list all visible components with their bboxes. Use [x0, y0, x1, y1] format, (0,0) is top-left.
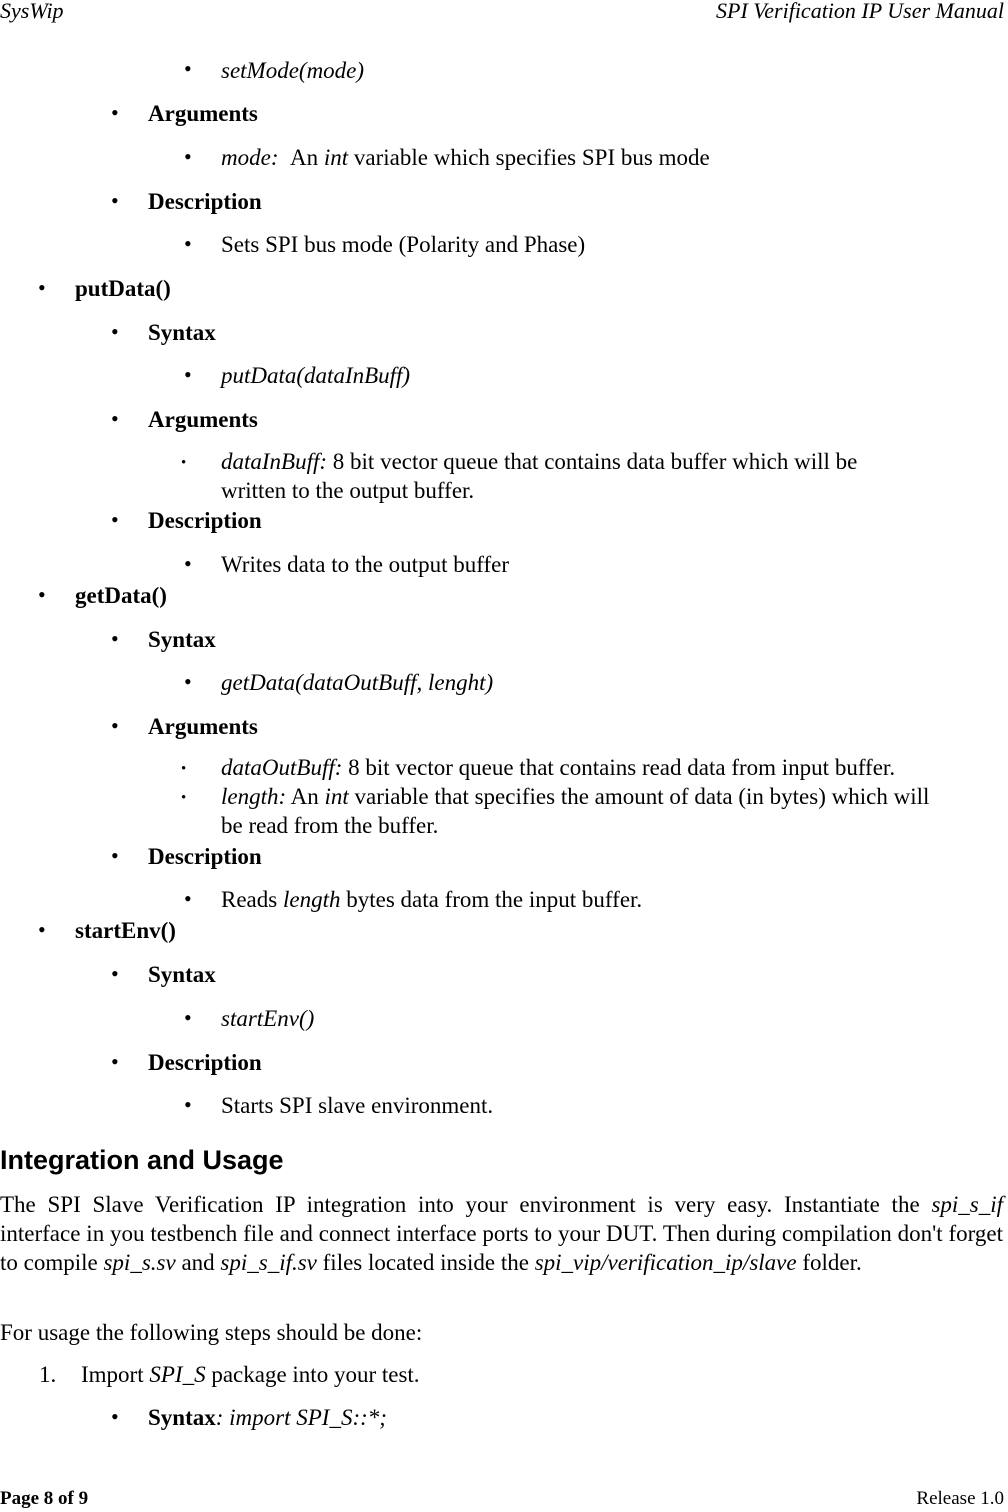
bullet: • — [184, 144, 192, 169]
getdata-syntax: getData(dataOutBuff, lenght) — [221, 670, 494, 695]
getdata-arguments-label: Arguments — [148, 714, 258, 739]
putdata-syntax: putData(dataInBuff) — [221, 363, 411, 388]
section-heading: Integration and Usage — [0, 1145, 284, 1175]
bullet: • — [111, 843, 119, 868]
setmode-description: Sets SPI bus mode (Polarity and Phase) — [221, 232, 586, 257]
bullet: • — [111, 319, 119, 344]
step-number: 1. — [39, 1362, 57, 1387]
bullet: • — [184, 669, 192, 694]
putdata-arguments-label: Arguments — [148, 407, 258, 432]
bullet: • — [111, 1049, 119, 1074]
getdata-argument-1: dataOutBuff: 8 bit vector queue that contains read data from input buffer. — [221, 755, 896, 780]
getdata-description: Reads length bytes data from the input buffer. — [221, 887, 643, 912]
bullet: • — [38, 582, 46, 607]
bullet: • — [184, 1092, 192, 1117]
bullet: • — [111, 713, 119, 738]
integration-paragraph: The SPI Slave Verification IP integration into your environment is very easy. Instantiate the spi_s_if interface in you testbench file and connect interface ports to your DUT. Then during compilation don't forget to compile spi_s.sv and spi_s_if.sv files located inside the spi_vip/verification_ip/slave folder. — [0, 1192, 1004, 1275]
getdata-syntax-label: Syntax — [148, 627, 216, 652]
bullet: • — [111, 1404, 119, 1429]
bullet: • — [184, 231, 192, 256]
bullet: • — [184, 551, 192, 576]
header-right: SPI Verification IP User Manual — [716, 0, 1004, 23]
step-1-syntax: Syntax: import SPI_S::*; — [148, 1405, 387, 1430]
putdata-argument-cont: written to the output buffer. — [221, 478, 475, 503]
getdata-argument-2-cont: be read from the buffer. — [221, 813, 439, 838]
putdata-syntax-label: Syntax — [148, 320, 216, 345]
header-left: SysWip — [0, 0, 64, 23]
bullet: • — [111, 188, 119, 213]
usage-intro: For usage the following steps should be done: — [0, 1320, 423, 1345]
getdata-description-label: Description — [148, 844, 262, 869]
bullet: • — [111, 961, 119, 986]
startenv-description: Starts SPI slave environment. — [221, 1093, 494, 1118]
footer-release: Release 1.0 — [916, 1488, 1004, 1509]
bullet: • — [181, 790, 187, 806]
putdata-title: putData() — [75, 276, 171, 301]
footer-page-number: Page 8 of 9 — [0, 1488, 89, 1509]
bullet: • — [111, 626, 119, 651]
bullet: • — [184, 1005, 192, 1030]
step-1-text: Import SPI_S package into your test. — [81, 1362, 420, 1387]
bullet: • — [38, 275, 46, 300]
setmode-arguments-label: Arguments — [148, 101, 258, 126]
bullet: • — [111, 100, 119, 125]
startenv-syntax-label: Syntax — [148, 962, 216, 987]
getdata-argument-2: length: An int variable that specifies the amount of data (in bytes) which will — [221, 784, 930, 809]
bullet: • — [181, 455, 187, 471]
setmode-argument: mode: An int variable which specifies SPI bus mode — [221, 145, 710, 170]
bullet: • — [111, 507, 119, 532]
bullet: • — [184, 56, 192, 81]
bullet: • — [181, 761, 187, 777]
setmode-syntax: setMode(mode) — [221, 58, 365, 83]
bullet: • — [184, 886, 192, 911]
bullet: • — [184, 362, 192, 387]
getdata-title: getData() — [75, 583, 167, 608]
putdata-description: Writes data to the output buffer — [221, 552, 509, 577]
startenv-syntax: startEnv() — [221, 1006, 315, 1031]
putdata-description-label: Description — [148, 508, 262, 533]
putdata-argument: dataInBuff: 8 bit vector queue that contains data buffer which will be — [221, 449, 858, 474]
bullet: • — [111, 406, 119, 431]
startenv-title: startEnv() — [75, 918, 176, 943]
bullet: • — [38, 917, 46, 942]
setmode-description-label: Description — [148, 189, 262, 214]
startenv-description-label: Description — [148, 1050, 262, 1075]
